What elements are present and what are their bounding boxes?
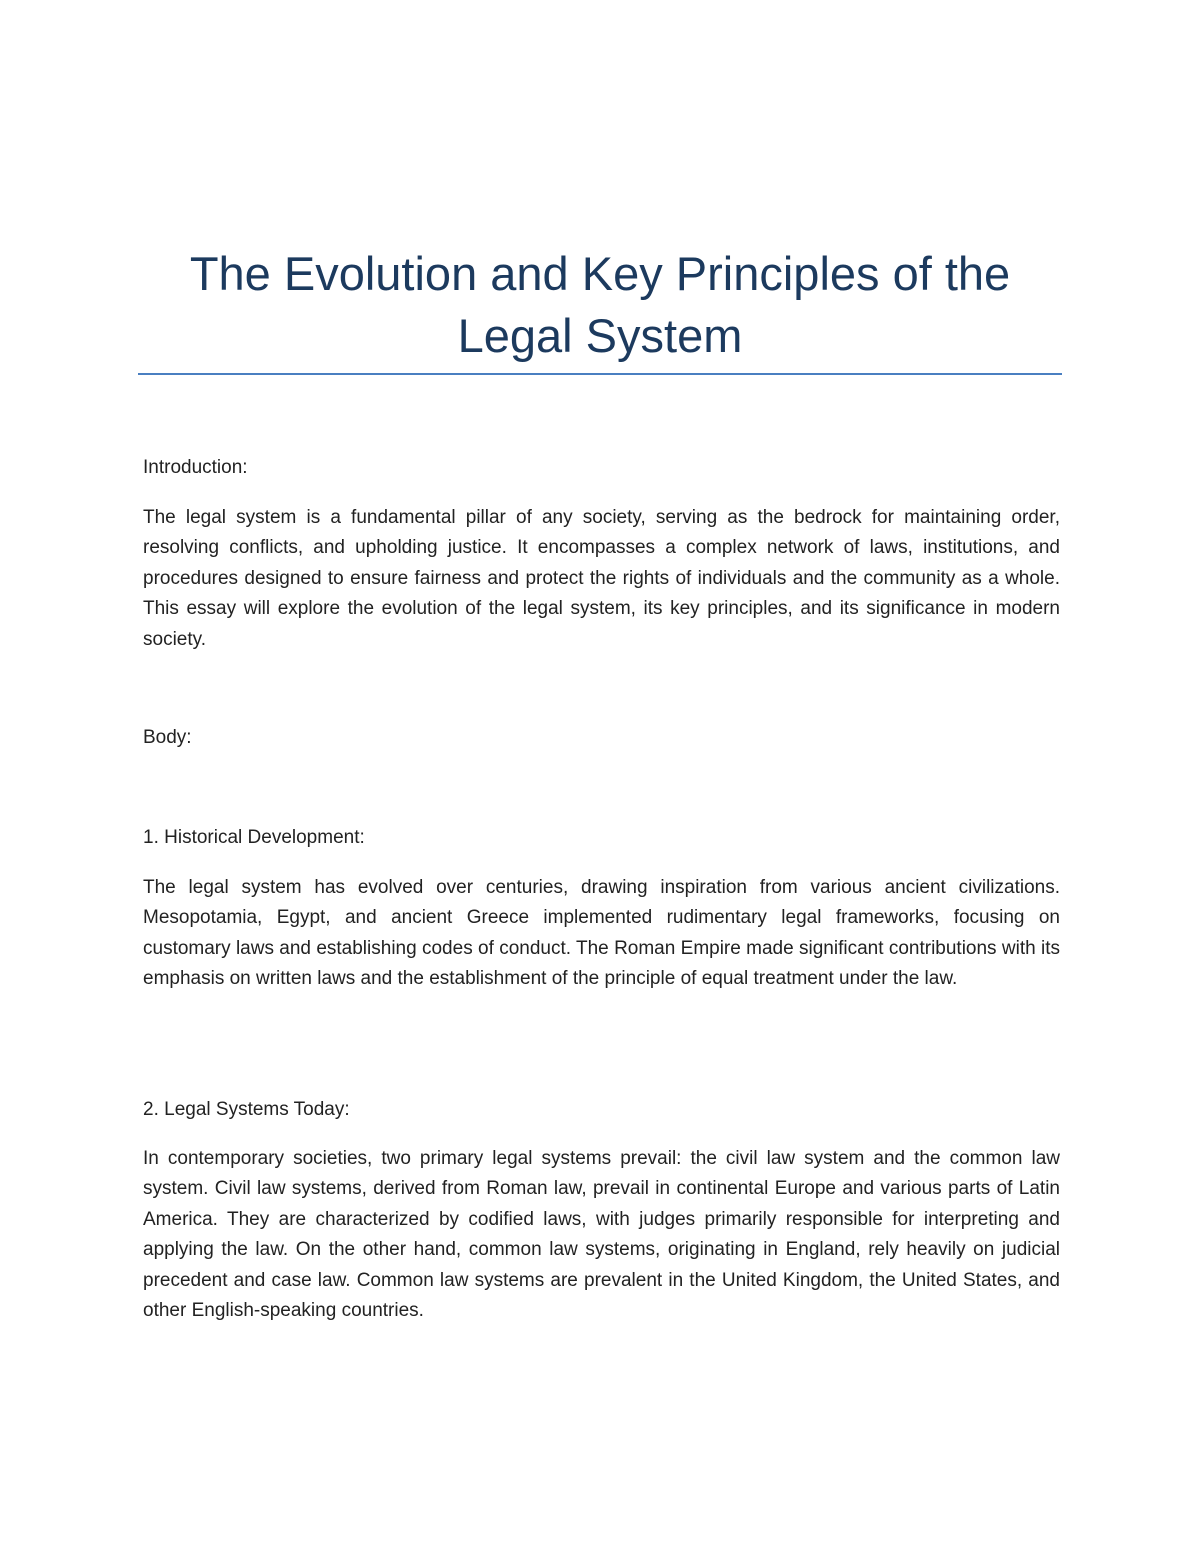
section-heading-historical-development: 1. Historical Development: — [143, 827, 365, 848]
intro-heading: Introduction: — [143, 457, 248, 478]
section-paragraph-historical-development: The legal system has evolved over centuries, drawing inspiration from various ancient civilizations. Mesopotamia, Egypt, and ancient Greece implemented rudimentary legal frameworks, focusing on customary laws and establishing codes of conduct. The Roman Empire made significant contributions with its emphasis on written laws and the establishment of the principle of equal treatment under the law. — [143, 877, 1060, 990]
document-title: The Evolution and Key Principles of the Legal System — [189, 247, 1011, 362]
section-heading-legal-systems-today: 2. Legal Systems Today: — [143, 1099, 350, 1120]
title-underline-divider — [138, 373, 1062, 375]
section-paragraph-legal-systems-today: In contemporary societies, two primary legal systems prevail: the civil law system and the common law system. Civil law systems, derived from Roman law, prevail in continental Europe and various parts of Latin America. They are characterized by codified laws, with judges primarily responsible for interpreting and applying the law. On the other hand, common law systems, originating in England, rely heavily on judicial precedent and case law. Common law systems are prevalent in the United Kingdom, the United States, and other English-speaking countries. — [143, 1148, 1060, 1322]
intro-paragraph: The legal system is a fundamental pillar of any society, serving as the bedrock for maintaining order, resolving conflicts, and upholding justice. It encompasses a complex network of laws, institutions, and procedures designed to ensure fairness and protect the rights of individuals and the community as a whole. This essay will explore the evolution of the legal system, its key principles, and its significance in modern society. — [143, 507, 1060, 650]
body-heading: Body: — [143, 727, 192, 748]
